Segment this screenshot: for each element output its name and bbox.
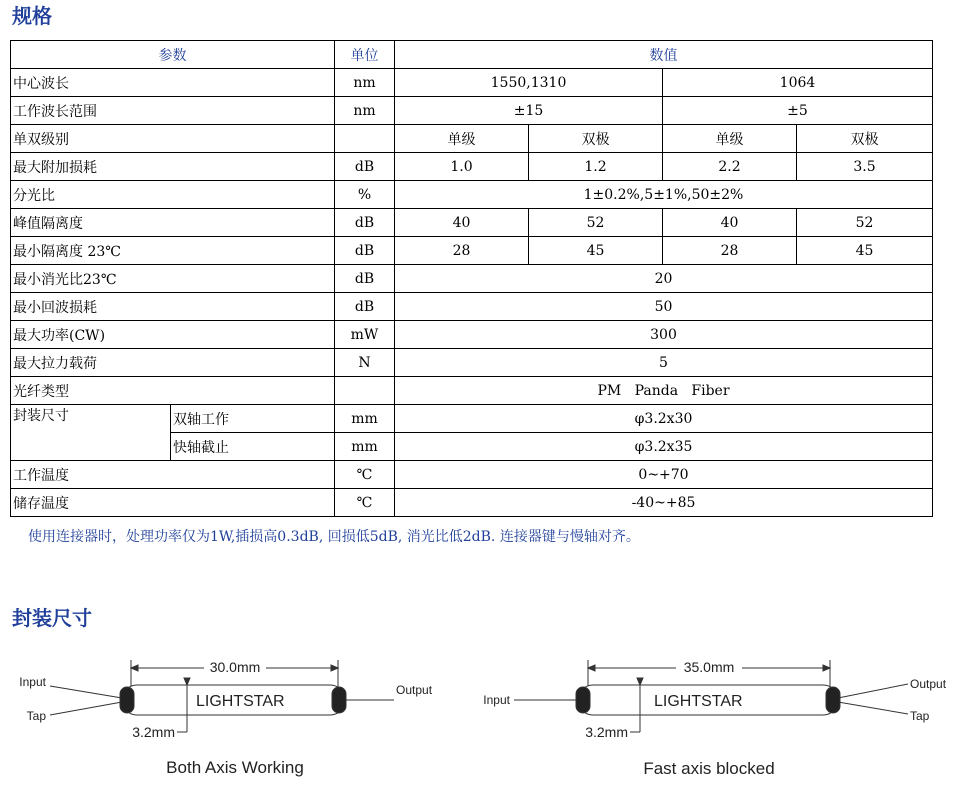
left-brand-label: LIGHTSTAR bbox=[196, 693, 285, 710]
param-label: 最大拉力载荷 bbox=[11, 349, 335, 377]
value-cell: 5 bbox=[395, 349, 933, 377]
table-row bbox=[11, 349, 933, 377]
right-tap-label: Tap bbox=[910, 709, 930, 723]
value-cell: 52 bbox=[529, 209, 663, 237]
table-row bbox=[11, 321, 933, 349]
left-input-label: Input bbox=[19, 675, 46, 689]
table-row bbox=[11, 461, 933, 489]
value-cell: 40 bbox=[663, 209, 797, 237]
value-cell: 20 bbox=[395, 265, 933, 293]
left-length-label: 30.0mm bbox=[209, 659, 261, 675]
value-cell: 300 bbox=[395, 321, 933, 349]
header-value: 数值 bbox=[395, 41, 933, 69]
value-cell: ±5 bbox=[663, 97, 933, 125]
right-length-label: 35.0mm bbox=[683, 659, 735, 675]
left-output-label: Output bbox=[396, 683, 433, 697]
value-cell: 3.5 bbox=[797, 153, 933, 181]
unit-cell: N bbox=[335, 349, 395, 377]
table-row bbox=[11, 181, 933, 209]
value-cell: 1064 bbox=[663, 69, 933, 97]
unit-cell: dB bbox=[335, 209, 395, 237]
value-cell: φ3.2x35 bbox=[395, 433, 933, 461]
value-cell: φ3.2x30 bbox=[395, 405, 933, 433]
param-label: 封装尺寸 bbox=[11, 405, 171, 461]
param-label: 分光比 bbox=[11, 181, 335, 209]
header-param: 参数 bbox=[11, 41, 335, 69]
param-label: 光纤类型 bbox=[11, 377, 335, 405]
table-row bbox=[11, 237, 933, 265]
unit-cell: dB bbox=[335, 237, 395, 265]
unit-cell: mW bbox=[335, 321, 395, 349]
table-row bbox=[11, 293, 933, 321]
table-row bbox=[11, 209, 933, 237]
param-label: 最小回波损耗 bbox=[11, 293, 335, 321]
value-cell: 1.0 bbox=[395, 153, 529, 181]
spec-table bbox=[10, 40, 933, 517]
unit-cell: mm bbox=[335, 405, 395, 433]
table-row bbox=[11, 125, 933, 153]
left-caption: Both Axis Working bbox=[166, 758, 304, 777]
unit-cell: nm bbox=[335, 97, 395, 125]
param-label: 中心波长 bbox=[11, 69, 335, 97]
left-diameter-label: 3.2mm bbox=[132, 724, 175, 740]
unit-cell: % bbox=[335, 181, 395, 209]
usage-note: 使用连接器时，处理功率仅为1W,插损高0.3dB, 回损低5dB, 消光比低2dB. 连接器键与慢轴对齐。 bbox=[28, 529, 640, 545]
unit-cell: dB bbox=[335, 293, 395, 321]
header-unit: 单位 bbox=[335, 41, 395, 69]
value-cell: 40 bbox=[395, 209, 529, 237]
value-cell: PM Panda Fiber bbox=[395, 377, 933, 405]
package-dimension-diagram bbox=[0, 640, 961, 800]
right-input-label: Input bbox=[483, 693, 510, 707]
value-cell: 28 bbox=[663, 237, 797, 265]
unit-cell: mm bbox=[335, 433, 395, 461]
right-diameter-label: 3.2mm bbox=[585, 724, 628, 740]
table-row bbox=[11, 405, 933, 433]
param-label: 单双级别 bbox=[11, 125, 335, 153]
table-row bbox=[11, 265, 933, 293]
value-cell: -40~+85 bbox=[395, 489, 933, 517]
param-label: 最小隔离度 23℃ bbox=[11, 237, 335, 265]
value-cell: ±15 bbox=[395, 97, 663, 125]
value-cell: 双极 bbox=[529, 125, 663, 153]
value-cell: 50 bbox=[395, 293, 933, 321]
unit-cell bbox=[335, 125, 395, 153]
value-cell: 28 bbox=[395, 237, 529, 265]
spec-heading: 规格 bbox=[12, 4, 52, 28]
unit-cell: dB bbox=[335, 153, 395, 181]
left-tap-label: Tap bbox=[26, 709, 46, 723]
package-heading: 封装尺寸 bbox=[12, 606, 92, 630]
unit-cell: nm bbox=[335, 69, 395, 97]
table-row bbox=[11, 377, 933, 405]
param-label: 工作波长范围 bbox=[11, 97, 335, 125]
unit-cell bbox=[335, 377, 395, 405]
sub-param-label: 快轴截止 bbox=[171, 433, 335, 461]
right-caption: Fast axis blocked bbox=[643, 759, 775, 778]
unit-cell: ℃ bbox=[335, 489, 395, 517]
value-cell: 45 bbox=[529, 237, 663, 265]
param-label: 峰值隔离度 bbox=[11, 209, 335, 237]
sub-param-label: 双轴工作 bbox=[171, 405, 335, 433]
value-cell: 单级 bbox=[663, 125, 797, 153]
value-cell: 0~+70 bbox=[395, 461, 933, 489]
table-row bbox=[11, 489, 933, 517]
value-cell: 2.2 bbox=[663, 153, 797, 181]
right-output-label: Output bbox=[910, 677, 947, 691]
value-cell: 双极 bbox=[797, 125, 933, 153]
param-label: 工作温度 bbox=[11, 461, 335, 489]
unit-cell: ℃ bbox=[335, 461, 395, 489]
param-label: 最小消光比23℃ bbox=[11, 265, 335, 293]
param-label: 储存温度 bbox=[11, 489, 335, 517]
value-cell: 45 bbox=[797, 237, 933, 265]
table-row bbox=[11, 153, 933, 181]
right-brand-label: LIGHTSTAR bbox=[654, 693, 743, 710]
param-label: 最大功率(CW) bbox=[11, 321, 335, 349]
table-row bbox=[11, 97, 933, 125]
value-cell: 1.2 bbox=[529, 153, 663, 181]
value-cell: 1±0.2%,5±1%,50±2% bbox=[395, 181, 933, 209]
param-label: 最大附加损耗 bbox=[11, 153, 335, 181]
value-cell: 52 bbox=[797, 209, 933, 237]
value-cell: 1550,1310 bbox=[395, 69, 663, 97]
table-header-row bbox=[11, 41, 933, 69]
table-row bbox=[11, 69, 933, 97]
value-cell: 单级 bbox=[395, 125, 529, 153]
unit-cell: dB bbox=[335, 265, 395, 293]
